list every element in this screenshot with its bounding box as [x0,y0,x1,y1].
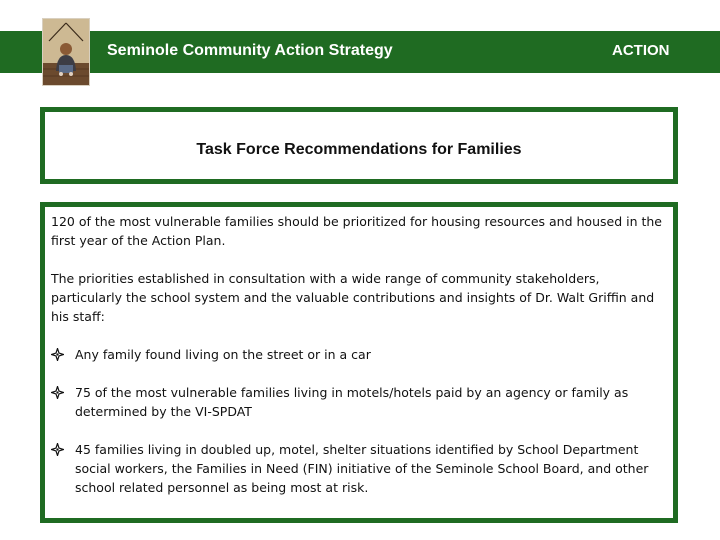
list-item [51,345,667,364]
action-label: ACTION [612,42,670,59]
title-box-inner [45,112,673,179]
bullet-text: 75 of the most vulnerable families living in motels/hotels paid by an agency or family as determined by the VI-SPDAT [75,385,629,419]
bullet-text: 45 families living in doubled up, motel, shelter situations identified by School Department social workers, the Families in Need (FIN) initiative of the Seminole School Board, and other school related personnel as being most at risk. [75,442,649,495]
child-photo-graphic [43,19,89,85]
diamond-bullet-icon [51,345,67,364]
content-box [40,202,678,523]
page-header-title: Seminole Community Action Strategy [107,42,393,59]
diamond-bullet-icon [51,440,67,459]
intro-paragraph: 120 of the most vulnerable families should be prioritized for housing resources and housed in the first year of the Action Plan. [51,214,662,248]
diamond-bullet-icon [51,383,67,402]
bullet-text: Any family found living on the street or in a car [75,347,371,362]
child-photo-icon [42,18,90,86]
title-box [40,107,678,184]
list-item [51,383,667,421]
slide-title: Task Force Recommendations for Families [196,140,522,158]
priorities-paragraph: The priorities established in consultation with a wide range of community stakeholders, particularly the school system and the valuable contributions and insights of Dr. Walt Griffin and his staff: [51,271,655,324]
list-item [51,440,667,497]
